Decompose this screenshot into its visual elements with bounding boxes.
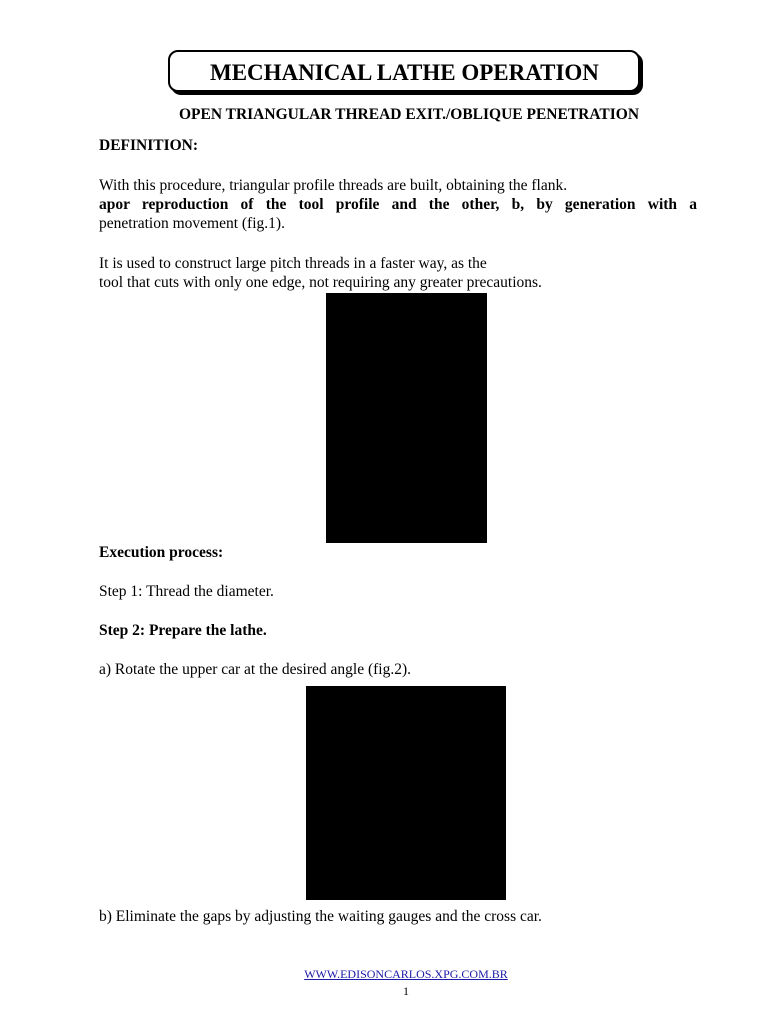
step-1-text: Step 1: Thread the diameter. [99,583,274,600]
definition-heading: DEFINITION: [99,137,199,154]
definition-paragraph-line-2: apor reproduction of the tool profile and the other, b, by generation with a [99,196,697,213]
execution-heading: Execution process: [99,544,224,561]
document-subtitle: OPEN TRIANGULAR THREAD EXIT./OBLIQUE PENETRATION [178,106,640,123]
figure-2-image [306,686,506,900]
document-title: MECHANICAL LATHE OPERATION [210,60,599,85]
definition-paragraph-line-3: penetration movement (fig.1). [99,215,285,232]
figure-1-image [326,293,487,543]
usage-paragraph-line-2: tool that cuts with only one edge, not requiring any greater precautions. [99,274,542,291]
step-a-text: a) Rotate the upper car at the desired angle (fig.2). [99,661,412,678]
page-number: 1 [403,984,409,998]
footer-website-link[interactable]: WWW.EDISONCARLOS.XPG.COM.BR [304,967,508,981]
title-box [168,50,640,92]
step-2-heading: Step 2: Prepare the lathe. [99,622,267,639]
usage-paragraph-line-1: It is used to construct large pitch threads in a faster way, as the [99,255,487,272]
definition-paragraph-line-1: With this procedure, triangular profile threads are built, obtaining the flank. [99,177,568,194]
step-b-text: b) Eliminate the gaps by adjusting the waiting gauges and the cross car. [99,908,542,925]
